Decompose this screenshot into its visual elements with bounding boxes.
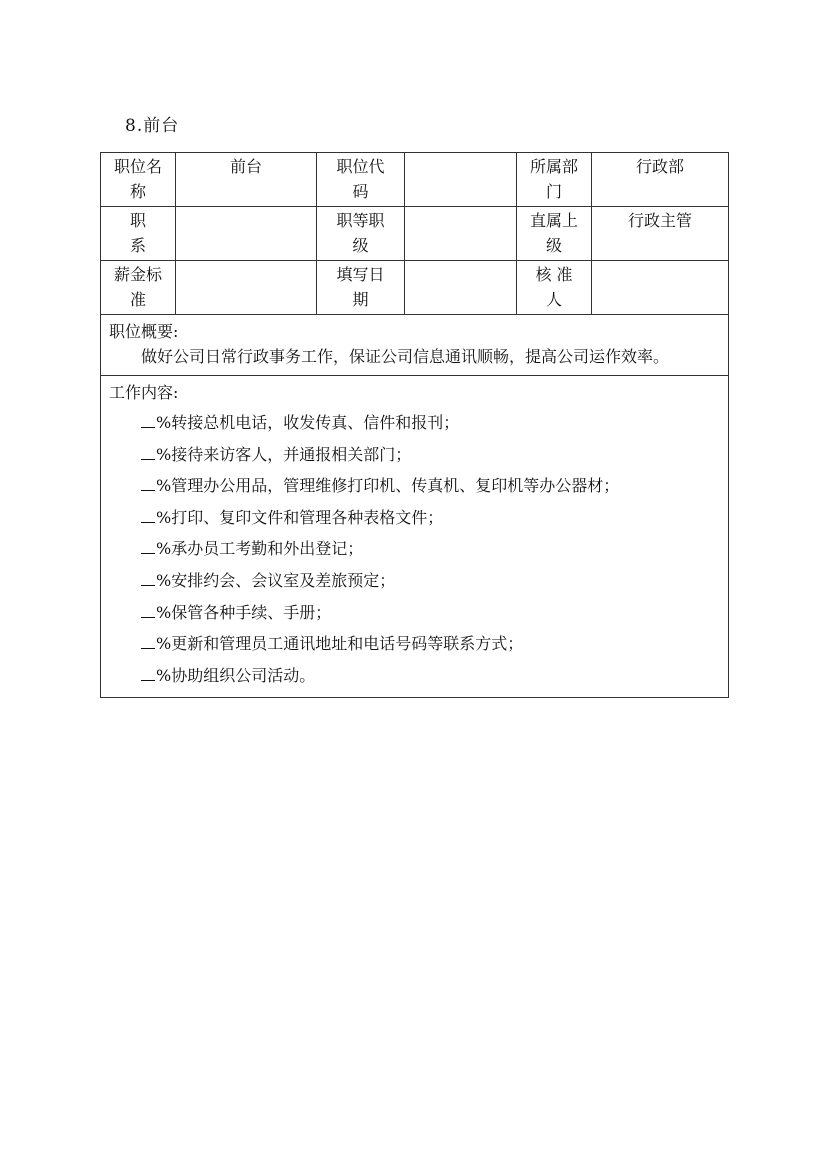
table-row	[101, 376, 729, 698]
label-position-name: 职位名 称	[101, 153, 176, 207]
label-grade-level: 职等职 级	[317, 207, 405, 261]
list-item: %保管各种手续、手册；	[141, 597, 720, 629]
list-item: %打印、复印文件和管理各种表格文件；	[141, 502, 720, 534]
table-row	[101, 207, 729, 261]
duties-title: 工作内容:	[109, 383, 179, 402]
list-item: %承办员工考勤和外出登记；	[141, 533, 720, 565]
section-title: 8.前台	[125, 116, 180, 136]
value-position-code	[405, 153, 517, 207]
percent-blank	[141, 571, 155, 586]
percent-blank	[141, 539, 155, 554]
summary-cell	[101, 315, 729, 376]
percent-blank	[141, 666, 155, 681]
list-item: %安排约会、会议室及差旅预定；	[141, 565, 720, 597]
value-salary-standard	[176, 261, 317, 315]
table-row	[101, 315, 729, 376]
duties-cell	[101, 376, 729, 698]
list-item: %管理办公用品，管理维修打印机、传真机、复印机等办公器材；	[141, 470, 720, 502]
label-direct-supervisor: 直属上 级	[517, 207, 592, 261]
summary-text: 做好公司日常行政事务工作，保证公司信息通讯顺畅，提高公司运作效率。	[141, 347, 670, 366]
label-fill-date: 填写日 期	[317, 261, 405, 315]
table-row	[101, 153, 729, 207]
list-item: %更新和管理员工通讯地址和电话号码等联系方式；	[141, 628, 720, 660]
label-job-family: 职 系	[101, 207, 176, 261]
percent-blank	[141, 445, 155, 460]
value-position-name: 前台	[176, 153, 317, 207]
value-direct-supervisor: 行政主管	[592, 207, 729, 261]
duty-list	[109, 407, 720, 691]
job-description-table	[100, 152, 729, 698]
table-row	[101, 261, 729, 315]
percent-blank	[141, 634, 155, 649]
value-fill-date	[405, 261, 517, 315]
list-item: %转接总机电话，收发传真、信件和报刊；	[141, 407, 720, 439]
list-item: %协助组织公司活动。	[141, 660, 720, 692]
value-job-family	[176, 207, 317, 261]
label-salary-standard: 薪金标 准	[101, 261, 176, 315]
summary-title: 职位概要:	[109, 322, 179, 341]
percent-blank	[141, 603, 155, 618]
label-approver: 核 准 人	[517, 261, 592, 315]
list-item: %接待来访客人，并通报相关部门；	[141, 439, 720, 471]
label-department: 所属部 门	[517, 153, 592, 207]
percent-blank	[141, 508, 155, 523]
label-position-code: 职位代 码	[317, 153, 405, 207]
percent-blank	[141, 476, 155, 491]
value-grade-level	[405, 207, 517, 261]
percent-blank	[141, 413, 155, 428]
value-approver	[592, 261, 729, 315]
value-department: 行政部	[592, 153, 729, 207]
